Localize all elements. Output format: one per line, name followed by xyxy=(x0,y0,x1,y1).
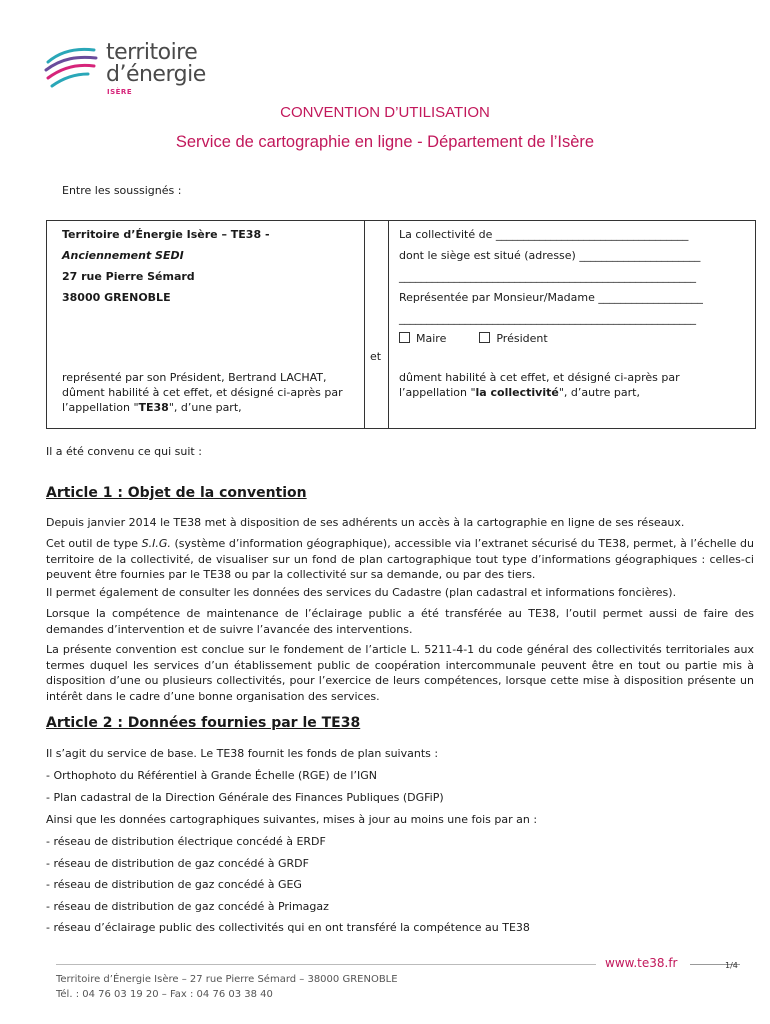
habilite-line1: dûment habilité à cet effet, et désigné ci-après par xyxy=(399,371,680,384)
role-options xyxy=(399,328,548,349)
footer-address xyxy=(56,972,398,1002)
page-number: 1/4 xyxy=(725,961,738,970)
collectivite-field[interactable]: La collectivité de ___________________________________ xyxy=(399,228,689,241)
siege-address-field[interactable]: dont le siège est situé (adresse) ______________________ xyxy=(399,249,701,262)
intro-text: Entre les soussignés : xyxy=(62,184,182,197)
article2-paragraph1: Il s’agit du service de base. Le TE38 fournit les fonds de plan suivants : xyxy=(46,747,439,760)
list-item: - réseau de distribution électrique concédé à ERDF xyxy=(46,835,326,848)
footer-address-line: Territoire d’Énergie Isère – 27 rue Pierre Sémard – 38000 GRENOBLE xyxy=(56,974,398,985)
article2-paragraph2: Ainsi que les données cartographiques suivantes, mises à jour au moins une fois par an : xyxy=(46,813,538,826)
party-te38-city: 38000 GRENOBLE xyxy=(62,291,171,304)
collectivite-habilitation xyxy=(399,370,753,400)
logo-text-line1: territoire xyxy=(106,40,198,65)
logo-subtext: ISÈRE xyxy=(107,88,133,96)
address-blank-field[interactable]: ______________________________________________________ xyxy=(399,270,696,283)
representative-field[interactable]: Représentée par Monsieur/Madame ___________________ xyxy=(399,291,703,304)
party-te38-name: Territoire d’Énergie Isère – TE38 - xyxy=(62,228,270,241)
list-item: - Plan cadastral de la Direction Générale des Finances Publiques (DGFiP) xyxy=(46,791,444,804)
article1-paragraph5: La présente convention est conclue sur le fondement de l’article L. 5211-4-1 du code général des collectivités territoriales aux termes duquel les services d’un établissement public de coopération intercommunale peuvent être en tout ou partie mis à disposition d’une ou plusieurs collectivités, pour l’exercice de leurs compétences, lorsque cette mise à disposition présente un intérêt dans le cadre d’une bonne organisation des services. xyxy=(46,643,754,703)
list-item: - Orthophoto du Référentiel à Grande Échelle (RGE) de l’IGN xyxy=(46,769,377,782)
party-te38-former: Anciennement SEDI xyxy=(62,249,184,262)
president-checkbox[interactable] xyxy=(479,332,490,343)
logo-swoosh-icon xyxy=(44,44,100,92)
list-item: - réseau d’éclairage public des collectivités qui en ont transféré la compétence au TE38 xyxy=(46,921,530,934)
represented-line1: représenté par son Président, Bertrand LACHAT, xyxy=(62,371,327,384)
article1-paragraph1: Depuis janvier 2014 le TE38 met à disposition de ses adhérents un accès à la cartographie en ligne de ses réseaux. xyxy=(46,516,685,529)
president-label: Président xyxy=(496,332,548,345)
represented-line2: dûment habilité à cet effet, et désigné ci-après par xyxy=(62,386,343,399)
article2-title: Article 2 : Données fournies par le TE38 xyxy=(46,715,361,731)
list-item: - réseau de distribution de gaz concédé à Primagaz xyxy=(46,900,329,913)
footer-website-link[interactable]: www.te38.fr xyxy=(605,956,678,970)
party-te38-street: 27 rue Pierre Sémard xyxy=(62,270,195,283)
article1-paragraph2: Cet outil de type S.I.G. (système d’information géographique), accessible via l’extranet sécurisé du TE38, permet, à l’échelle du territoire de la collectivité, de visualiser sur un fond de plan cartographique tout type d’informations géographiques : celles-ci peuvent être fournies par le TE38 ou par la collectivité sur sa demande, ou par des tiers. xyxy=(46,537,754,581)
footer-phone-line: Tél. : 04 76 03 19 20 – Fax : 04 76 03 38 40 xyxy=(56,989,273,1000)
parties-table xyxy=(46,220,756,429)
represented-line3: l’appellation "TE38", d’une part, xyxy=(62,401,242,414)
document-title: CONVENTION D’UTILISATION xyxy=(280,104,490,121)
maire-label: Maire xyxy=(416,332,447,345)
representative-blank-field[interactable]: ______________________________________________________ xyxy=(399,312,696,325)
habilite-line2: l’appellation "la collectivité", d’autre part, xyxy=(399,386,640,399)
party-te38-represented xyxy=(62,370,358,415)
table-divider-left xyxy=(364,221,365,428)
list-item: - réseau de distribution de gaz concédé à GRDF xyxy=(46,857,309,870)
article1-title: Article 1 : Objet de la convention xyxy=(46,485,307,501)
agreement-intro: Il a été convenu ce qui suit : xyxy=(46,445,202,458)
list-item: - réseau de distribution de gaz concédé à GEG xyxy=(46,878,302,891)
maire-checkbox[interactable] xyxy=(399,332,410,343)
footer-divider xyxy=(56,964,596,965)
parties-connector: et xyxy=(370,350,382,363)
article1-paragraph3: Il permet également de consulter les données des services du Cadastre (plan cadastral et informations foncières). xyxy=(46,586,677,599)
article1-paragraph4: Lorsque la compétence de maintenance de l’éclairage public a été transférée au TE38, l’outil permet aussi de faire des demandes d’intervention et de suivre l’avancée des interventions. xyxy=(46,607,754,636)
logo-text-line2: d’énergie xyxy=(106,62,206,87)
table-divider-right xyxy=(388,221,389,428)
logo xyxy=(44,40,224,102)
document-subtitle: Service de cartographie en ligne - Département de l’Isère xyxy=(175,133,595,151)
